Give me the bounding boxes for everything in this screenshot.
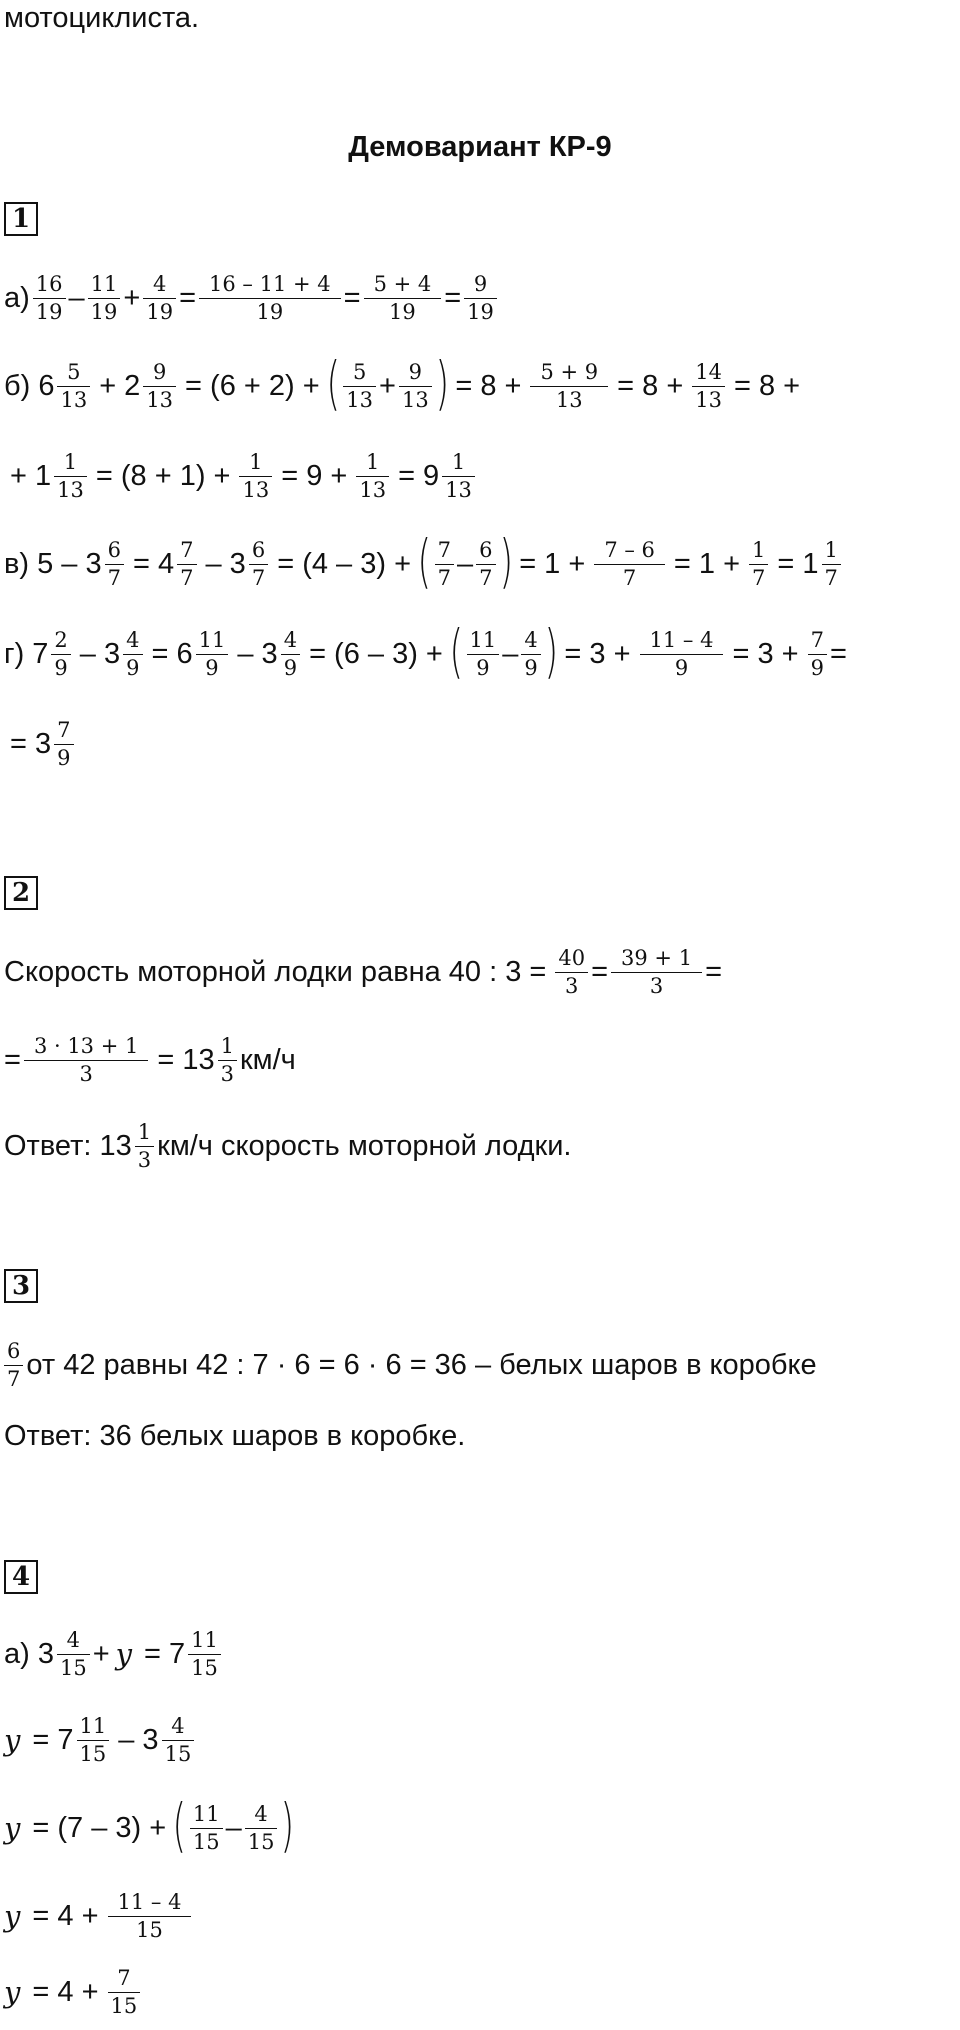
numerator: 5 (352, 360, 367, 385)
fraction (249, 539, 268, 588)
fraction (356, 451, 389, 500)
numerator: 11 – 4 (649, 628, 714, 653)
numerator: 1 (824, 538, 838, 563)
denominator: 15 (77, 1740, 110, 1765)
task4-line-4 (4, 1880, 194, 1952)
fraction (442, 451, 475, 500)
variable: y (4, 1975, 21, 2009)
numerator: 5 + 4 (373, 272, 432, 297)
denominator: 19 (33, 298, 66, 323)
denominator: 9 (281, 654, 300, 679)
task1-line-v (4, 528, 844, 600)
denominator: 13 (692, 386, 725, 411)
expr-part: = (4, 1043, 21, 1076)
denominator: 15 (190, 1828, 223, 1853)
label: б) 6 (4, 369, 55, 402)
fraction (343, 361, 376, 410)
numerator: 5 (67, 360, 81, 385)
fraction (143, 361, 176, 410)
denominator: 19 (199, 298, 341, 323)
expr-part: – 3 (79, 637, 121, 670)
numerator: 3 · 13 + 1 (33, 1034, 139, 1059)
label: в) 5 – 3 (4, 547, 102, 580)
fraction (54, 719, 73, 768)
denominator: 9 (51, 654, 70, 679)
expr-part: = 1 + (673, 547, 741, 580)
denominator: 7 (177, 564, 196, 589)
numerator: 1 (451, 450, 466, 475)
fraction (611, 947, 702, 996)
denominator: 13 (57, 386, 90, 411)
right-paren: ) (435, 349, 449, 417)
numerator: 1 (220, 1034, 234, 1059)
fraction (239, 451, 272, 500)
numerator: 7 (437, 538, 452, 563)
expr-part: = (6 – 3) + (309, 637, 443, 670)
operator: = (179, 281, 197, 314)
left-paren: ( (326, 349, 340, 417)
variable: y (4, 1723, 21, 1757)
expr-part: = (591, 955, 609, 988)
denominator: 15 (162, 1740, 195, 1765)
numerator: 4 (171, 1714, 185, 1739)
task-number-1: 1 (4, 202, 38, 236)
operator: + (123, 281, 141, 314)
task3-answer-line (4, 1400, 465, 1472)
numerator: 1 (63, 450, 78, 475)
fraction (245, 1803, 278, 1852)
label: а) (4, 281, 30, 314)
expr-part: = (8 + 1) + (95, 459, 231, 492)
numerator: 40 (558, 946, 586, 971)
task4-line-5 (4, 1956, 143, 2028)
expr-part: = 7 (144, 1637, 186, 1670)
operator: – (68, 281, 85, 314)
expr-part: = (4 – 3) + (277, 547, 412, 580)
right-paren: ) (544, 617, 558, 685)
denominator: 13 (343, 386, 376, 411)
expr-part: = (705, 955, 722, 988)
task-number-3: 3 (4, 1269, 38, 1303)
operator: – (502, 637, 519, 670)
label: г) 7 (4, 637, 49, 670)
denominator: 9 (808, 654, 827, 679)
expr-part: а) 3 (4, 1637, 54, 1670)
denominator: 3 (135, 1146, 154, 1171)
task-number-2: 2 (4, 876, 38, 910)
numerator: 9 (152, 360, 167, 385)
expr-part: – 3 (205, 547, 246, 580)
task4-line-2 (4, 1704, 197, 1776)
fraction (364, 273, 442, 322)
fraction (57, 1629, 90, 1678)
expr-part: = 1 + (519, 547, 586, 580)
denominator: 19 (464, 298, 497, 323)
fraction (199, 273, 341, 322)
denominator: 9 (54, 744, 73, 769)
denominator: 13 (54, 476, 87, 501)
numerator: 4 (524, 628, 538, 653)
fraction (143, 273, 176, 322)
expr-part: = 4 (133, 547, 175, 580)
expr-part: = 9 + (281, 459, 348, 492)
numerator: 4 (126, 628, 140, 653)
numerator: 16 (35, 272, 63, 297)
right-paren: ) (280, 1791, 295, 1859)
numerator: 6 (251, 538, 266, 563)
expr-part: = 3 (10, 727, 52, 760)
denominator: 13 (143, 386, 176, 411)
numerator: 11 (90, 272, 118, 297)
expr-part: + 1 (10, 459, 52, 492)
fraction (467, 629, 500, 678)
denominator: 15 (108, 1992, 141, 2017)
fraction (521, 629, 540, 678)
task1-line-b1 (4, 350, 806, 422)
fraction (177, 539, 196, 588)
expr-part: = 6 (151, 637, 193, 670)
fraction (808, 629, 827, 678)
denominator: 7 (749, 564, 768, 589)
numerator: 11 (469, 628, 497, 653)
page-heading: Демовариант КР-9 (348, 131, 612, 163)
numerator: 7 (117, 1966, 131, 1991)
denominator: 13 (442, 476, 475, 501)
numerator: 11 (198, 628, 226, 653)
denominator: 13 (356, 476, 389, 501)
fraction (399, 361, 432, 410)
task3-line-1 (4, 1329, 817, 1401)
fraction (4, 1340, 23, 1389)
numerator: 6 (7, 1339, 21, 1364)
operator: – (225, 1811, 242, 1844)
numerator: 4 (283, 628, 298, 653)
denominator: 13 (399, 386, 432, 411)
fraction (162, 1715, 195, 1764)
denominator: 7 (435, 564, 454, 589)
numerator: 9 (473, 272, 488, 297)
task2-line-1 (4, 936, 722, 1008)
expr-part: от 42 равны 42 : 7 · 6 = 6 · 6 = 36 – белых шаров в коробке (26, 1348, 817, 1381)
fraction (33, 273, 66, 322)
denominator: 9 (196, 654, 229, 679)
task1-line-g2 (4, 708, 77, 780)
right-paren: ) (499, 527, 513, 595)
expr-part: = 8 + (455, 369, 522, 402)
denominator: 19 (88, 298, 121, 323)
numerator: 5 + 9 (540, 360, 599, 385)
numerator: 14 (695, 360, 722, 385)
numerator: 7 (180, 538, 194, 563)
numerator: 7 (810, 628, 824, 653)
fraction (77, 1715, 110, 1764)
denominator: 3 (24, 1060, 148, 1085)
numerator: 1 (752, 538, 766, 563)
expr-part: – 3 (237, 637, 278, 670)
numerator: 11 – 4 (117, 1890, 182, 1915)
fraction (640, 629, 724, 678)
fraction (435, 539, 454, 588)
task2-answer-line (4, 1110, 571, 1182)
top-text-line (4, 0, 199, 54)
task1-line-a (4, 262, 500, 334)
fraction (218, 1035, 237, 1084)
fraction (530, 361, 608, 410)
denominator: 7 (476, 564, 495, 589)
denominator: 7 (822, 564, 841, 589)
denominator: 9 (467, 654, 500, 679)
expr-part: = 4 + (32, 1899, 99, 1932)
denominator: 9 (521, 654, 540, 679)
task-number-4: 4 (4, 1560, 38, 1594)
expr-part: = 3 + (564, 637, 631, 670)
expr-part: Скорость моторной лодки равна 40 : 3 = (4, 955, 547, 988)
task2-line-2 (4, 1024, 296, 1096)
expr-part: Ответ: 13 (4, 1129, 132, 1162)
fraction (135, 1121, 154, 1170)
expr-part: Ответ: 36 белых шаров в коробке. (4, 1419, 466, 1452)
denominator: 7 (105, 564, 124, 589)
numerator: 11 (79, 1714, 107, 1739)
expr-part: = 1 (777, 547, 819, 580)
denominator: 15 (108, 1916, 192, 1941)
variable: y (115, 1637, 133, 1671)
denominator: 3 (611, 972, 702, 997)
fraction (57, 361, 90, 410)
expr-part: + 2 (99, 369, 141, 402)
fraction (692, 361, 725, 410)
numerator: 11 (192, 1802, 220, 1827)
denominator: 15 (57, 1654, 90, 1679)
numerator: 4 (66, 1628, 81, 1653)
denominator: 7 (4, 1365, 23, 1390)
fraction (196, 629, 229, 678)
top-text: мотоциклиста. (4, 1, 200, 34)
expr-part: = 7 (32, 1723, 74, 1756)
variable: y (4, 1811, 21, 1845)
denominator: 15 (245, 1828, 278, 1853)
fraction (108, 1891, 192, 1940)
numerator: 2 (54, 628, 68, 653)
expr-part: = (829, 637, 847, 670)
numerator: 1 (137, 1120, 152, 1145)
fraction (88, 273, 121, 322)
expr-part: км/ч (239, 1043, 296, 1076)
fraction (822, 539, 841, 588)
denominator: 3 (218, 1060, 237, 1085)
fraction (51, 629, 70, 678)
numerator: 11 (191, 1628, 218, 1653)
denominator: 19 (143, 298, 176, 323)
fraction (464, 273, 497, 322)
fraction (281, 629, 300, 678)
fraction (190, 1803, 223, 1852)
fraction (123, 629, 142, 678)
expr-part: = (6 + 2) + (185, 369, 320, 402)
task1-line-b2 (4, 440, 478, 512)
expr-part: = 9 (398, 459, 440, 492)
fraction (24, 1035, 148, 1084)
fraction (749, 539, 768, 588)
numerator: 16 – 11 + 4 (209, 272, 331, 297)
operator: = (444, 281, 462, 314)
fraction (54, 451, 87, 500)
fraction (476, 539, 495, 588)
expr-part: = 8 + (734, 369, 801, 402)
operator: + (379, 369, 396, 402)
numerator: 6 (479, 538, 493, 563)
numerator: 7 (57, 718, 71, 743)
fraction (188, 1629, 221, 1678)
denominator: 3 (555, 972, 588, 997)
denominator: 15 (188, 1654, 221, 1679)
fraction (108, 1967, 141, 2016)
expr-part: – 3 (118, 1723, 159, 1756)
operator: – (457, 547, 474, 580)
numerator: 4 (153, 272, 167, 297)
numerator: 1 (249, 450, 263, 475)
numerator: 7 – 6 (604, 538, 655, 563)
left-paren: ( (449, 617, 463, 685)
numerator: 6 (107, 538, 121, 563)
expr-part: = 8 + (617, 369, 684, 402)
fraction (105, 539, 124, 588)
task4-line-3 (4, 1792, 295, 1864)
denominator: 7 (249, 564, 268, 589)
denominator: 7 (594, 564, 665, 589)
denominator: 13 (239, 476, 272, 501)
denominator: 19 (364, 298, 442, 323)
numerator: 1 (366, 450, 380, 475)
expr-part: = 4 + (32, 1975, 99, 2008)
variable: y (4, 1899, 21, 1933)
denominator: 9 (640, 654, 724, 679)
numerator: 4 (254, 1802, 268, 1827)
expr-part: км/ч скорость моторной лодки. (157, 1129, 572, 1162)
left-paren: ( (172, 1791, 187, 1859)
left-paren: ( (417, 527, 432, 595)
denominator: 13 (530, 386, 608, 411)
expr-part: + (92, 1637, 110, 1670)
fraction (594, 539, 665, 588)
task1-line-g1 (4, 618, 847, 690)
expr-part: = 13 (157, 1043, 215, 1076)
numerator: 9 (408, 360, 423, 385)
numerator: 39 + 1 (621, 946, 693, 971)
expr-part: = (7 – 3) + (32, 1811, 167, 1844)
expr-part: = 3 + (732, 637, 799, 670)
denominator: 9 (123, 654, 142, 679)
task4-line-1 (4, 1618, 224, 1690)
operator: = (343, 281, 361, 314)
fraction (555, 947, 588, 996)
